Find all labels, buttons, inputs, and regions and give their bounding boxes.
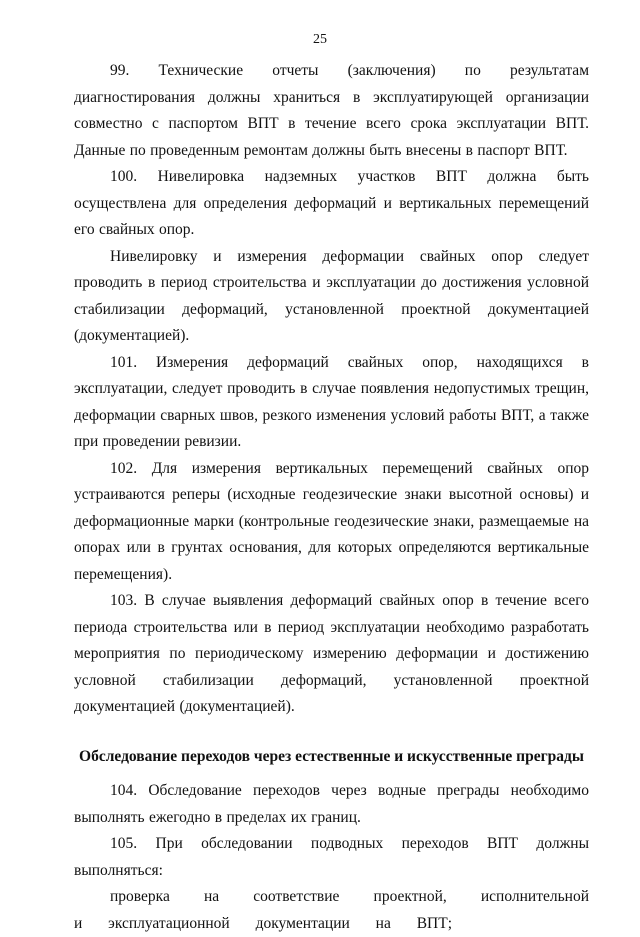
- paragraph-leveling: Нивелировку и измерения деформации свайных опор следует проводить в период строительства и эксплуатации до достижения условной стабилизации деформаций, установленной проектной документацией (документацией).: [74, 247, 589, 344]
- paragraph-102: 102. Для измерения вертикальных перемещений свайных опор устраиваются реперы (исходные геодезические знаки высотной основы) и деформационные марки (контрольные геодезические знаки, размещаемые на опорах или в грунтах основания, для которых определяются вертикальные перемещения).: [74, 459, 589, 583]
- paragraph-105: 105. При обследовании подводных переходов ВПТ должны выполняться:: [74, 835, 589, 879]
- paragraph-101: 101. Измерения деформаций свайных опор, находящихся в эксплуатации, следует проводить в случае появления недопустимых трещин, деформации сварных швов, резкого изменения условий работы ВПТ, а также при проведении ревизии.: [74, 353, 589, 450]
- document-body: [74, 58, 589, 937]
- paragraph-103: 103. В случае выявления деформаций свайных опор в течение всего периода строительства или в период эксплуатации необходимо разработать мероприятия по периодическому измерению деформации и достижению условной стабилизации деформаций, установленной проектной документацией (документацией).: [74, 592, 589, 715]
- page-number: 25: [313, 32, 327, 47]
- paragraph-104: 104. Обследование переходов через водные преграды необходимо выполнять ежегодно в пределах их границ.: [74, 782, 589, 826]
- paragraph-check-documentation: проверка на соответствие проектной, исполнительной и эксплуатационной документации на ВПТ;: [74, 888, 589, 932]
- paragraph-99: 99. Технические отчеты (заключения) по результатам диагностирования должны храниться в эксплуатирующей организации совместно с паспортом ВПТ в течение всего срока эксплуатации ВПТ. Данные по проведенным ремонтам должны быть внесены в паспорт ВПТ.: [74, 62, 589, 159]
- paragraph-100: 100. Нивелировка надземных участков ВПТ должна быть осуществлена для определения деформаций и вертикальных перемещений его свайных опор.: [74, 168, 589, 238]
- section-heading: Обследование переходов через естественные и искусственные преграды: [79, 747, 584, 765]
